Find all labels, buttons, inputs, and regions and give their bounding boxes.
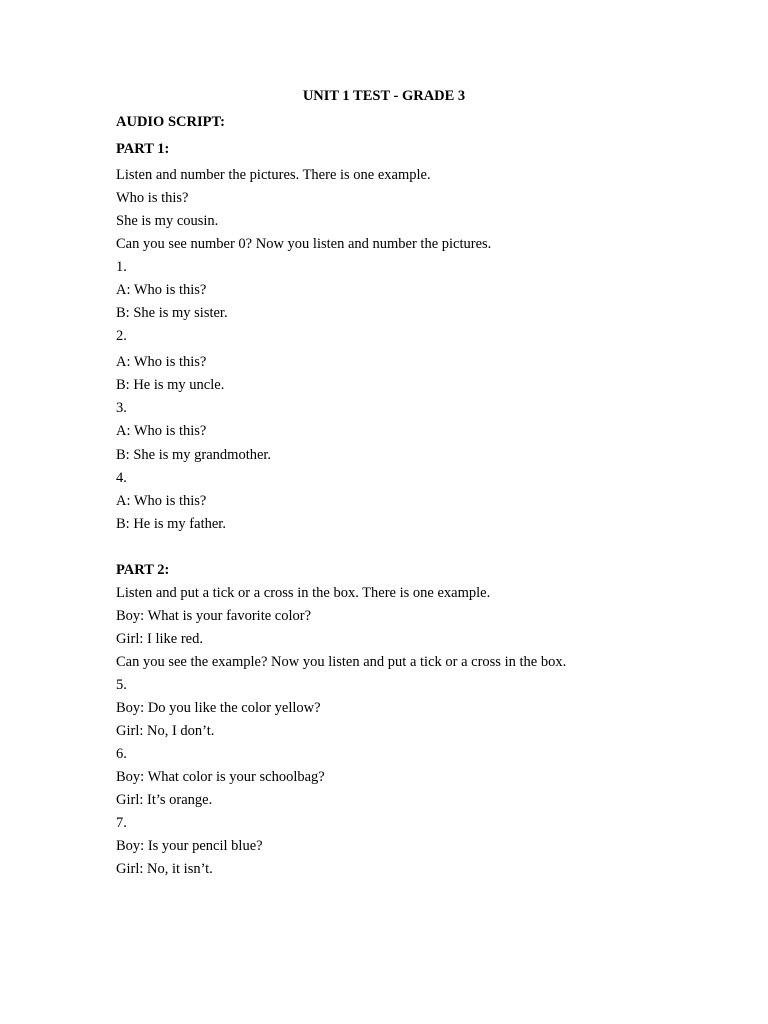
dialogue-line: Girl: It’s orange. bbox=[116, 792, 213, 808]
dialogue-line: Boy: What color is your schoolbag? bbox=[116, 769, 325, 785]
item-number: 3. bbox=[116, 400, 127, 416]
dialogue-line: B: She is my sister. bbox=[116, 305, 228, 321]
dialogue-line: A: Who is this? bbox=[116, 354, 207, 370]
item-number: 2. bbox=[116, 328, 127, 344]
audio-script-heading: AUDIO SCRIPT: bbox=[116, 114, 225, 130]
part2-instruction: Listen and put a tick or a cross in the box. There is one example. bbox=[116, 585, 491, 601]
example-question: Boy: What is your favorite color? bbox=[116, 608, 312, 624]
example-answer: Girl: I like red. bbox=[116, 631, 203, 647]
part2-heading: PART 2: bbox=[116, 562, 170, 578]
item-number: 5. bbox=[116, 677, 127, 693]
document-title: UNIT 1 TEST - GRADE 3 bbox=[302, 88, 466, 104]
part2-prompt: Can you see the example? Now you listen and put a tick or a cross in the box. bbox=[116, 654, 567, 670]
dialogue-line: B: She is my grandmother. bbox=[116, 447, 272, 463]
example-question: Who is this? bbox=[116, 190, 189, 206]
example-answer: She is my cousin. bbox=[116, 213, 219, 229]
item-number: 4. bbox=[116, 470, 127, 486]
dialogue-line: Girl: No, it isn’t. bbox=[116, 861, 213, 877]
item-number: 1. bbox=[116, 259, 127, 275]
dialogue-line: Boy: Is your pencil blue? bbox=[116, 838, 263, 854]
dialogue-line: A: Who is this? bbox=[116, 493, 207, 509]
dialogue-line: B: He is my uncle. bbox=[116, 377, 225, 393]
dialogue-line: B: He is my father. bbox=[116, 516, 226, 532]
dialogue-line: Girl: No, I don’t. bbox=[116, 723, 215, 739]
part1-heading: PART 1: bbox=[116, 141, 170, 157]
item-number: 7. bbox=[116, 815, 127, 831]
part1-instruction: Listen and number the pictures. There is one example. bbox=[116, 167, 431, 183]
part1-prompt: Can you see number 0? Now you listen and number the pictures. bbox=[116, 236, 492, 252]
item-number: 6. bbox=[116, 746, 127, 762]
dialogue-line: A: Who is this? bbox=[116, 423, 207, 439]
dialogue-line: Boy: Do you like the color yellow? bbox=[116, 700, 321, 716]
dialogue-line: A: Who is this? bbox=[116, 282, 207, 298]
